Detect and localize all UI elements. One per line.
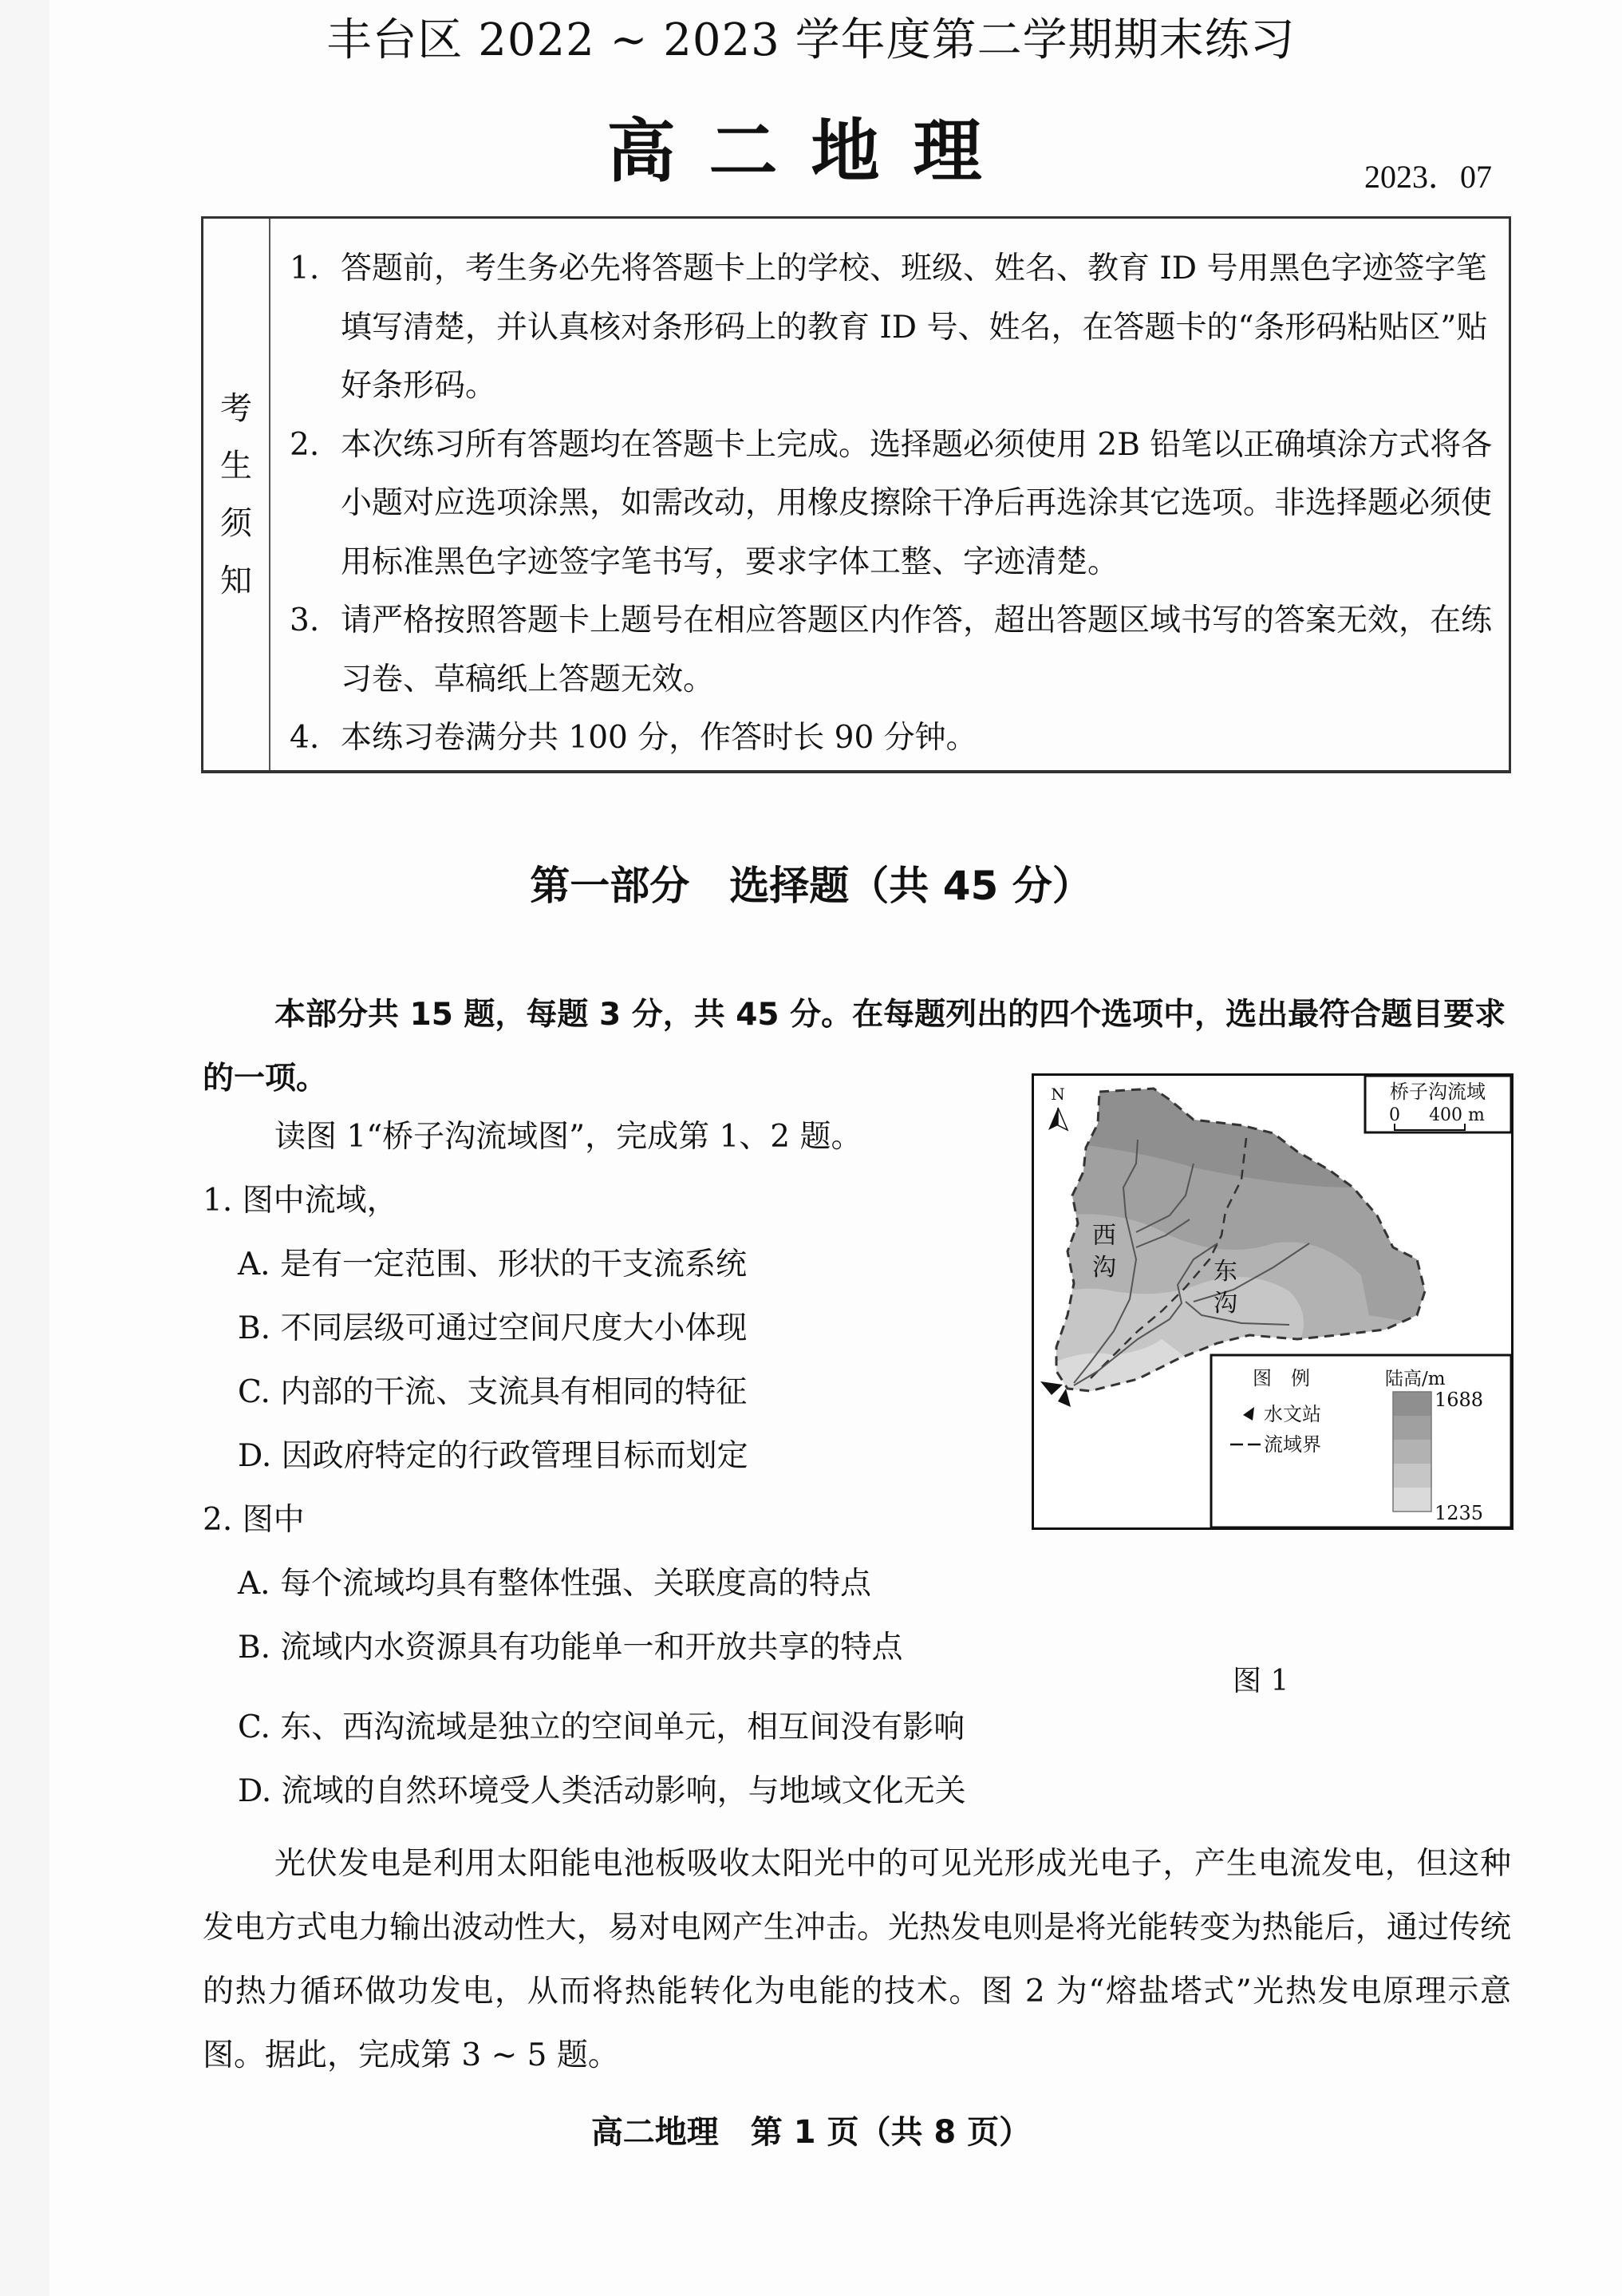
answer-option: A. 是有一定范围、形状的干支流系统 (238, 1247, 747, 1282)
north-label: N (1051, 1085, 1065, 1104)
east-gully-label: 沟 (1214, 1290, 1237, 1318)
section-title: 第一部分 选择题（共 45 分） (530, 863, 1092, 909)
question-stem: 2. 图中 (203, 1502, 305, 1538)
exam-title: 丰台区 2022 ~ 2023 学年度第二学期期末练习 (326, 14, 1296, 66)
map-title: 桥子沟流域 (1390, 1081, 1486, 1103)
question-lead: 读图 1“桥子沟流域图”，完成第 1、2 题。 (274, 1119, 862, 1155)
notice-item-number: 2. (290, 426, 320, 463)
elevation-swatch (1393, 1440, 1431, 1464)
notice-item (290, 416, 1494, 592)
notice-item-text: 本次练习所有答题均在答题卡上完成。选择题必须使用 2B 铅笔以正确填涂方式将各小题对应选项涂黑，如需改动，用橡皮擦除干净后再选涂其它选项。非选择题必须使用标准黑色字迹签字笔书写，要求字体工整、字迹清楚。 (341, 426, 1493, 580)
elevation-band (1034, 1339, 1194, 1527)
notice-label (203, 219, 270, 770)
candidate-notice-box (201, 216, 1511, 773)
elevation-title: 陆高/m (1385, 1369, 1446, 1389)
answer-option: B. 不同层级可通过空间尺度大小体现 (238, 1310, 748, 1346)
elevation-swatch (1393, 1464, 1431, 1488)
notice-item (290, 709, 1494, 768)
notice-label-char: 须 (220, 504, 252, 542)
notice-label-char: 考 (220, 389, 252, 427)
page-footer: 高二地理 第 1 页（共 8 页） (590, 2114, 1032, 2151)
east-gully-label: 东 (1214, 1258, 1237, 1286)
elevation-swatch (1393, 1488, 1431, 1512)
answer-option: B. 流域内水资源具有功能单一和开放共享的特点 (238, 1630, 903, 1666)
legend-boundary-label: 流域界 (1264, 1433, 1321, 1456)
west-gully-label: 西 (1092, 1222, 1116, 1250)
watershed-map (1034, 1076, 1511, 1527)
answer-option: D. 流域的自然环境受人类活动影响，与地域文化无关 (238, 1773, 966, 1809)
notice-items (290, 239, 1494, 768)
figure-1-caption: 图 1 (1233, 1665, 1289, 1697)
notice-item-number: 1. (290, 251, 320, 287)
notice-item (290, 591, 1494, 709)
notice-item-text: 答题前，考生务必先将答题卡上的学校、班级、姓名、教育 ID 号用黑色字迹签字笔填写清楚，并认真核对条形码上的教育 ID 号、姓名，在答题卡的“条形码粘贴区”贴好条形码。 (341, 251, 1488, 404)
elevation-color-ramp (1393, 1392, 1431, 1512)
notice-item-number: 3. (290, 603, 320, 638)
notice-label-char: 知 (220, 562, 252, 599)
notice-item (290, 239, 1494, 416)
answer-option: C. 内部的干流、支流具有相同的特征 (238, 1374, 748, 1410)
figure-1-map (1032, 1073, 1513, 1530)
scale-zero: 0 (1389, 1105, 1400, 1125)
legend-station-label: 水文站 (1264, 1403, 1321, 1425)
elevation-swatch (1393, 1392, 1431, 1416)
notice-item-text: 请严格按照答题卡上题号在相应答题区内作答，超出答题区域书写的答案无效，在练习卷、草稿纸上答题无效。 (341, 603, 1493, 697)
legend-title: 图 例 (1253, 1367, 1310, 1389)
passage-text: 光伏发电是利用太阳能电池板吸收太阳光中的可见光形成光电子，产生电流发电，但这种发电方式电力输出波动性大，易对电网产生冲击。光热发电则是将光能转变为热能后，通过传统的热力循环做功发电，从而将热能转化为电能的技术。图 2 为“熔盐塔式”光热发电原理示意图。据此，完成第 3 ~ 5 题。 (203, 1846, 1511, 2073)
scale-label: 400 m (1429, 1105, 1485, 1125)
north-arrow-icon (1048, 1108, 1068, 1130)
notice-item-number: 4. (290, 720, 320, 756)
exam-subject: 高二地理 (606, 112, 1016, 192)
exam-date: 2023．07 (1364, 159, 1492, 195)
elevation-max: 1688 (1435, 1389, 1484, 1411)
answer-option: A. 每个流域均具有整体性强、关联度高的特点 (238, 1566, 871, 1602)
elevation-swatch (1393, 1416, 1431, 1440)
page-edge-shadow (0, 0, 49, 2296)
notice-label-char: 生 (220, 447, 252, 484)
answer-option: C. 东、西沟流域是独立的空间单元，相互间没有影响 (238, 1709, 965, 1745)
elevation-min: 1235 (1435, 1502, 1484, 1524)
question-stem: 1. 图中流域， (203, 1183, 398, 1219)
west-gully-label: 沟 (1092, 1254, 1116, 1282)
answer-option: D. 因政府特定的行政管理目标而划定 (238, 1438, 748, 1474)
section-instructions: 本部分共 15 题，每题 3 分，共 45 分。在每题列出的四个选项中，选出最符合题目要求的一项。 (203, 997, 1506, 1097)
notice-item-text: 本练习卷满分共 100 分，作答时长 90 分钟。 (341, 720, 977, 756)
